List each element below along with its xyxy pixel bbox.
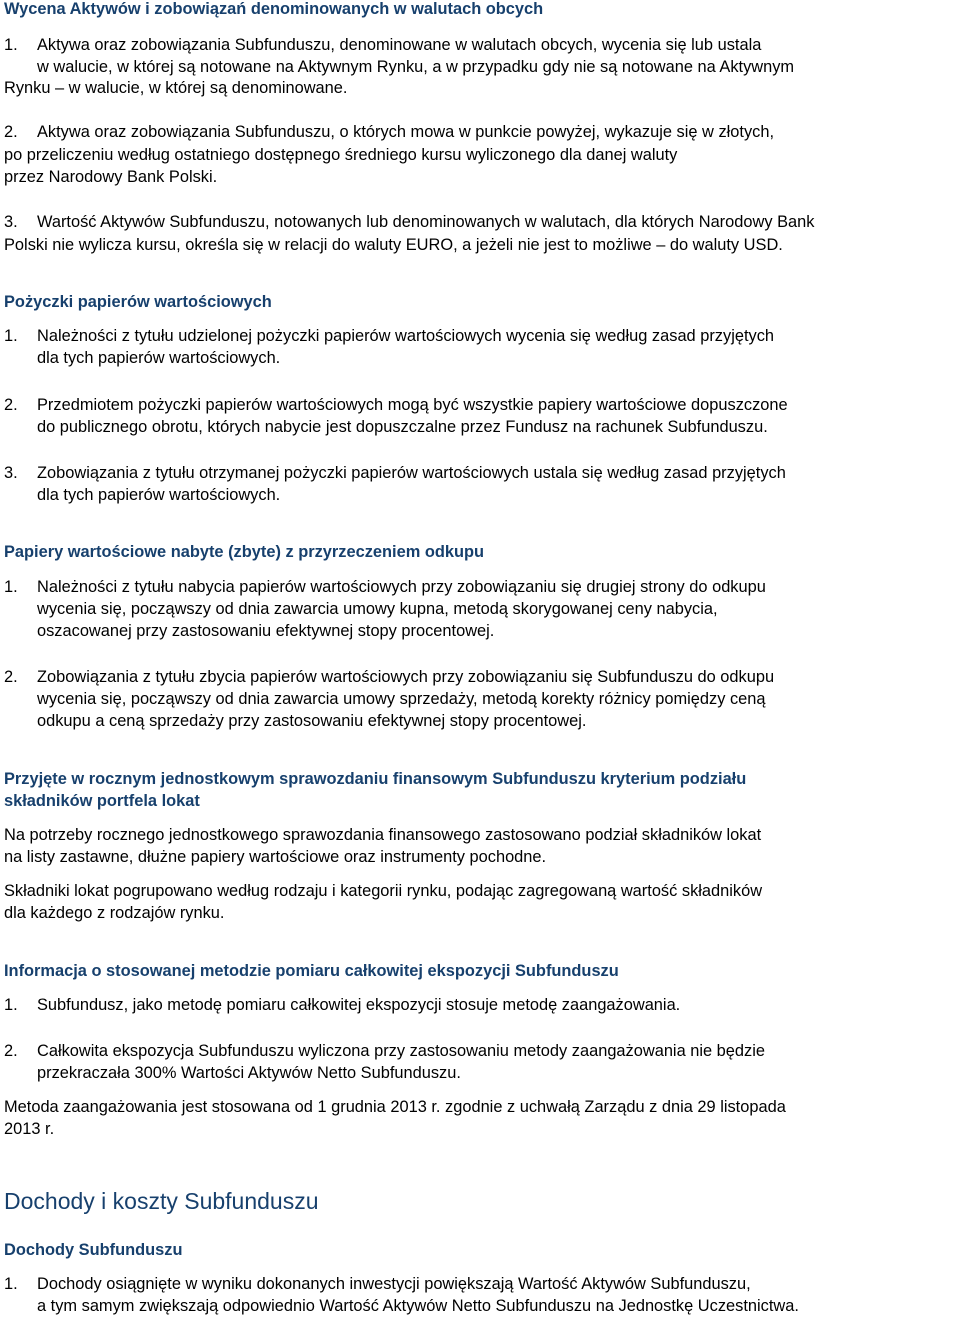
item-text-line: a tym samym zwiększają odpowiednio Wartość Aktywów Netto Subfunduszu na Jednostkę Uczestnictwa. [37, 1297, 799, 1315]
item-number: 3. [4, 464, 18, 482]
item-text-line: dla tych papierów wartościowych. [37, 349, 281, 367]
item-text-line: Aktywa oraz zobowiązania Subfunduszu, o których mowa w punkcie powyżej, wykazuje się w złotych, [37, 123, 775, 141]
paragraph-line: 2013 r. [4, 1120, 55, 1138]
item-number: 1. [4, 327, 18, 345]
section-heading-exposure-method: Informacja o stosowanej metodzie pomiaru całkowitej ekspozycji Subfunduszu [4, 962, 619, 980]
item-text-line: Należności z tytułu udzielonej pożyczki papierów wartościowych wycenia się według zasad przyjętych [37, 327, 775, 345]
section-heading-repo: Papiery wartościowe nabyte (zbyte) z przyrzeczeniem odkupu [4, 543, 485, 561]
paragraph-line: dla każdego z rodzajów rynku. [4, 904, 225, 922]
item-text-line: Przedmiotem pożyczki papierów wartościowych mogą być wszystkie papiery wartościowe dopuszczone [37, 396, 788, 414]
paragraph-line: na listy zastawne, dłużne papiery wartościowe oraz instrumenty pochodne. [4, 848, 547, 866]
item-number: 2. [4, 668, 18, 686]
item-number: 2. [4, 396, 18, 414]
item-text-line: Dochody osiągnięte w wyniku dokonanych inwestycji powiększają Wartość Aktywów Subfunduszu, [37, 1275, 751, 1293]
section-heading-portfolio-criteria-cont: składników portfela lokat [4, 792, 200, 810]
item-text-line: Subfundusz, jako metodę pomiaru całkowitej ekspozycji stosuje metodę zaangażowania. [37, 996, 681, 1014]
item-text-line: odkupu a ceną sprzedaży przy zastosowaniu efektywnej stopy procentowej. [37, 712, 587, 730]
item-text-line: wycenia się, począwszy od dnia zawarcia umowy kupna, metodą skorygowanej ceny nabycia, [37, 600, 718, 618]
paragraph-line: Składniki lokat pogrupowano według rodzaju i kategorii rynku, podając zagregowaną wartość składników [4, 882, 763, 900]
item-text-line: Rynku – w walucie, w której są denominowane. [4, 79, 348, 97]
item-text-line: Zobowiązania z tytułu otrzymanej pożyczki papierów wartościowych ustala się według zasad przyjętych [37, 464, 786, 482]
item-text-line: dla tych papierów wartościowych. [37, 486, 281, 504]
paragraph-line: Metoda zaangażowania jest stosowana od 1 grudnia 2013 r. zgodnie z uchwałą Zarządu z dnia 29 listopada [4, 1098, 786, 1116]
page-title-income-costs: Dochody i koszty Subfunduszu [4, 1188, 319, 1214]
section-heading-securities-lending: Pożyczki papierów wartościowych [4, 293, 272, 311]
item-text-line: Zobowiązania z tytułu zbycia papierów wartościowych przy zobowiązaniu się Subfunduszu do odkupu [37, 668, 775, 686]
item-text-line: wycenia się, począwszy od dnia zawarcia umowy sprzedaży, metodą korekty różnicy pomiędzy ceną [37, 690, 766, 708]
item-text-line: po przeliczeniu według ostatniego dostępnego średniego kursu wyliczonego dla danej waluty [4, 146, 678, 164]
item-number: 1. [4, 36, 18, 54]
item-number: 2. [4, 123, 18, 141]
section-heading-currency-valuation: Wycena Aktywów i zobowiązań denominowanych w walutach obcych [4, 0, 544, 18]
item-text-line: Należności z tytułu nabycia papierów wartościowych przy zobowiązaniu się drugiej strony do odkupu [37, 578, 766, 596]
item-text-line: Całkowita ekspozycja Subfunduszu wyliczona przy zastosowaniu metody zaangażowania nie będzie [37, 1042, 765, 1060]
item-text-line: przekraczała 300% Wartości Aktywów Netto Subfunduszu. [37, 1064, 461, 1082]
item-number: 2. [4, 1042, 18, 1060]
section-heading-portfolio-criteria: Przyjęte w rocznym jednostkowym sprawozdaniu finansowym Subfunduszu kryterium podziału [4, 770, 747, 788]
item-text-line: Polski nie wylicza kursu, określa się w relacji do waluty EURO, a jeżeli nie jest to możliwe – do waluty USD. [4, 236, 783, 254]
item-text-line: Wartość Aktywów Subfunduszu, notowanych lub denominowanych w walutach, dla których Narodowy Bank [37, 213, 815, 231]
paragraph-line: Na potrzeby rocznego jednostkowego sprawozdania finansowego zastosowano podział składników lokat [4, 826, 762, 844]
item-text-line: przez Narodowy Bank Polski. [4, 168, 218, 186]
item-number: 1. [4, 1275, 18, 1293]
item-text-line: w walucie, w której są notowane na Aktywnym Rynku, a w przypadku gdy nie są notowane na Aktywnym [37, 58, 795, 76]
item-text-line: Aktywa oraz zobowiązania Subfunduszu, denominowane w walutach obcych, wycenia się lub ustala [37, 36, 762, 54]
item-text-line: oszacowanej przy zastosowaniu efektywnej stopy procentowej. [37, 622, 495, 640]
item-number: 1. [4, 996, 18, 1014]
section-heading-income: Dochody Subfunduszu [4, 1241, 183, 1259]
item-text-line: do publicznego obrotu, których nabycie jest dopuszczalne przez Fundusz na rachunek Subfunduszu. [37, 418, 768, 436]
item-number: 1. [4, 578, 18, 596]
item-number: 3. [4, 213, 18, 231]
